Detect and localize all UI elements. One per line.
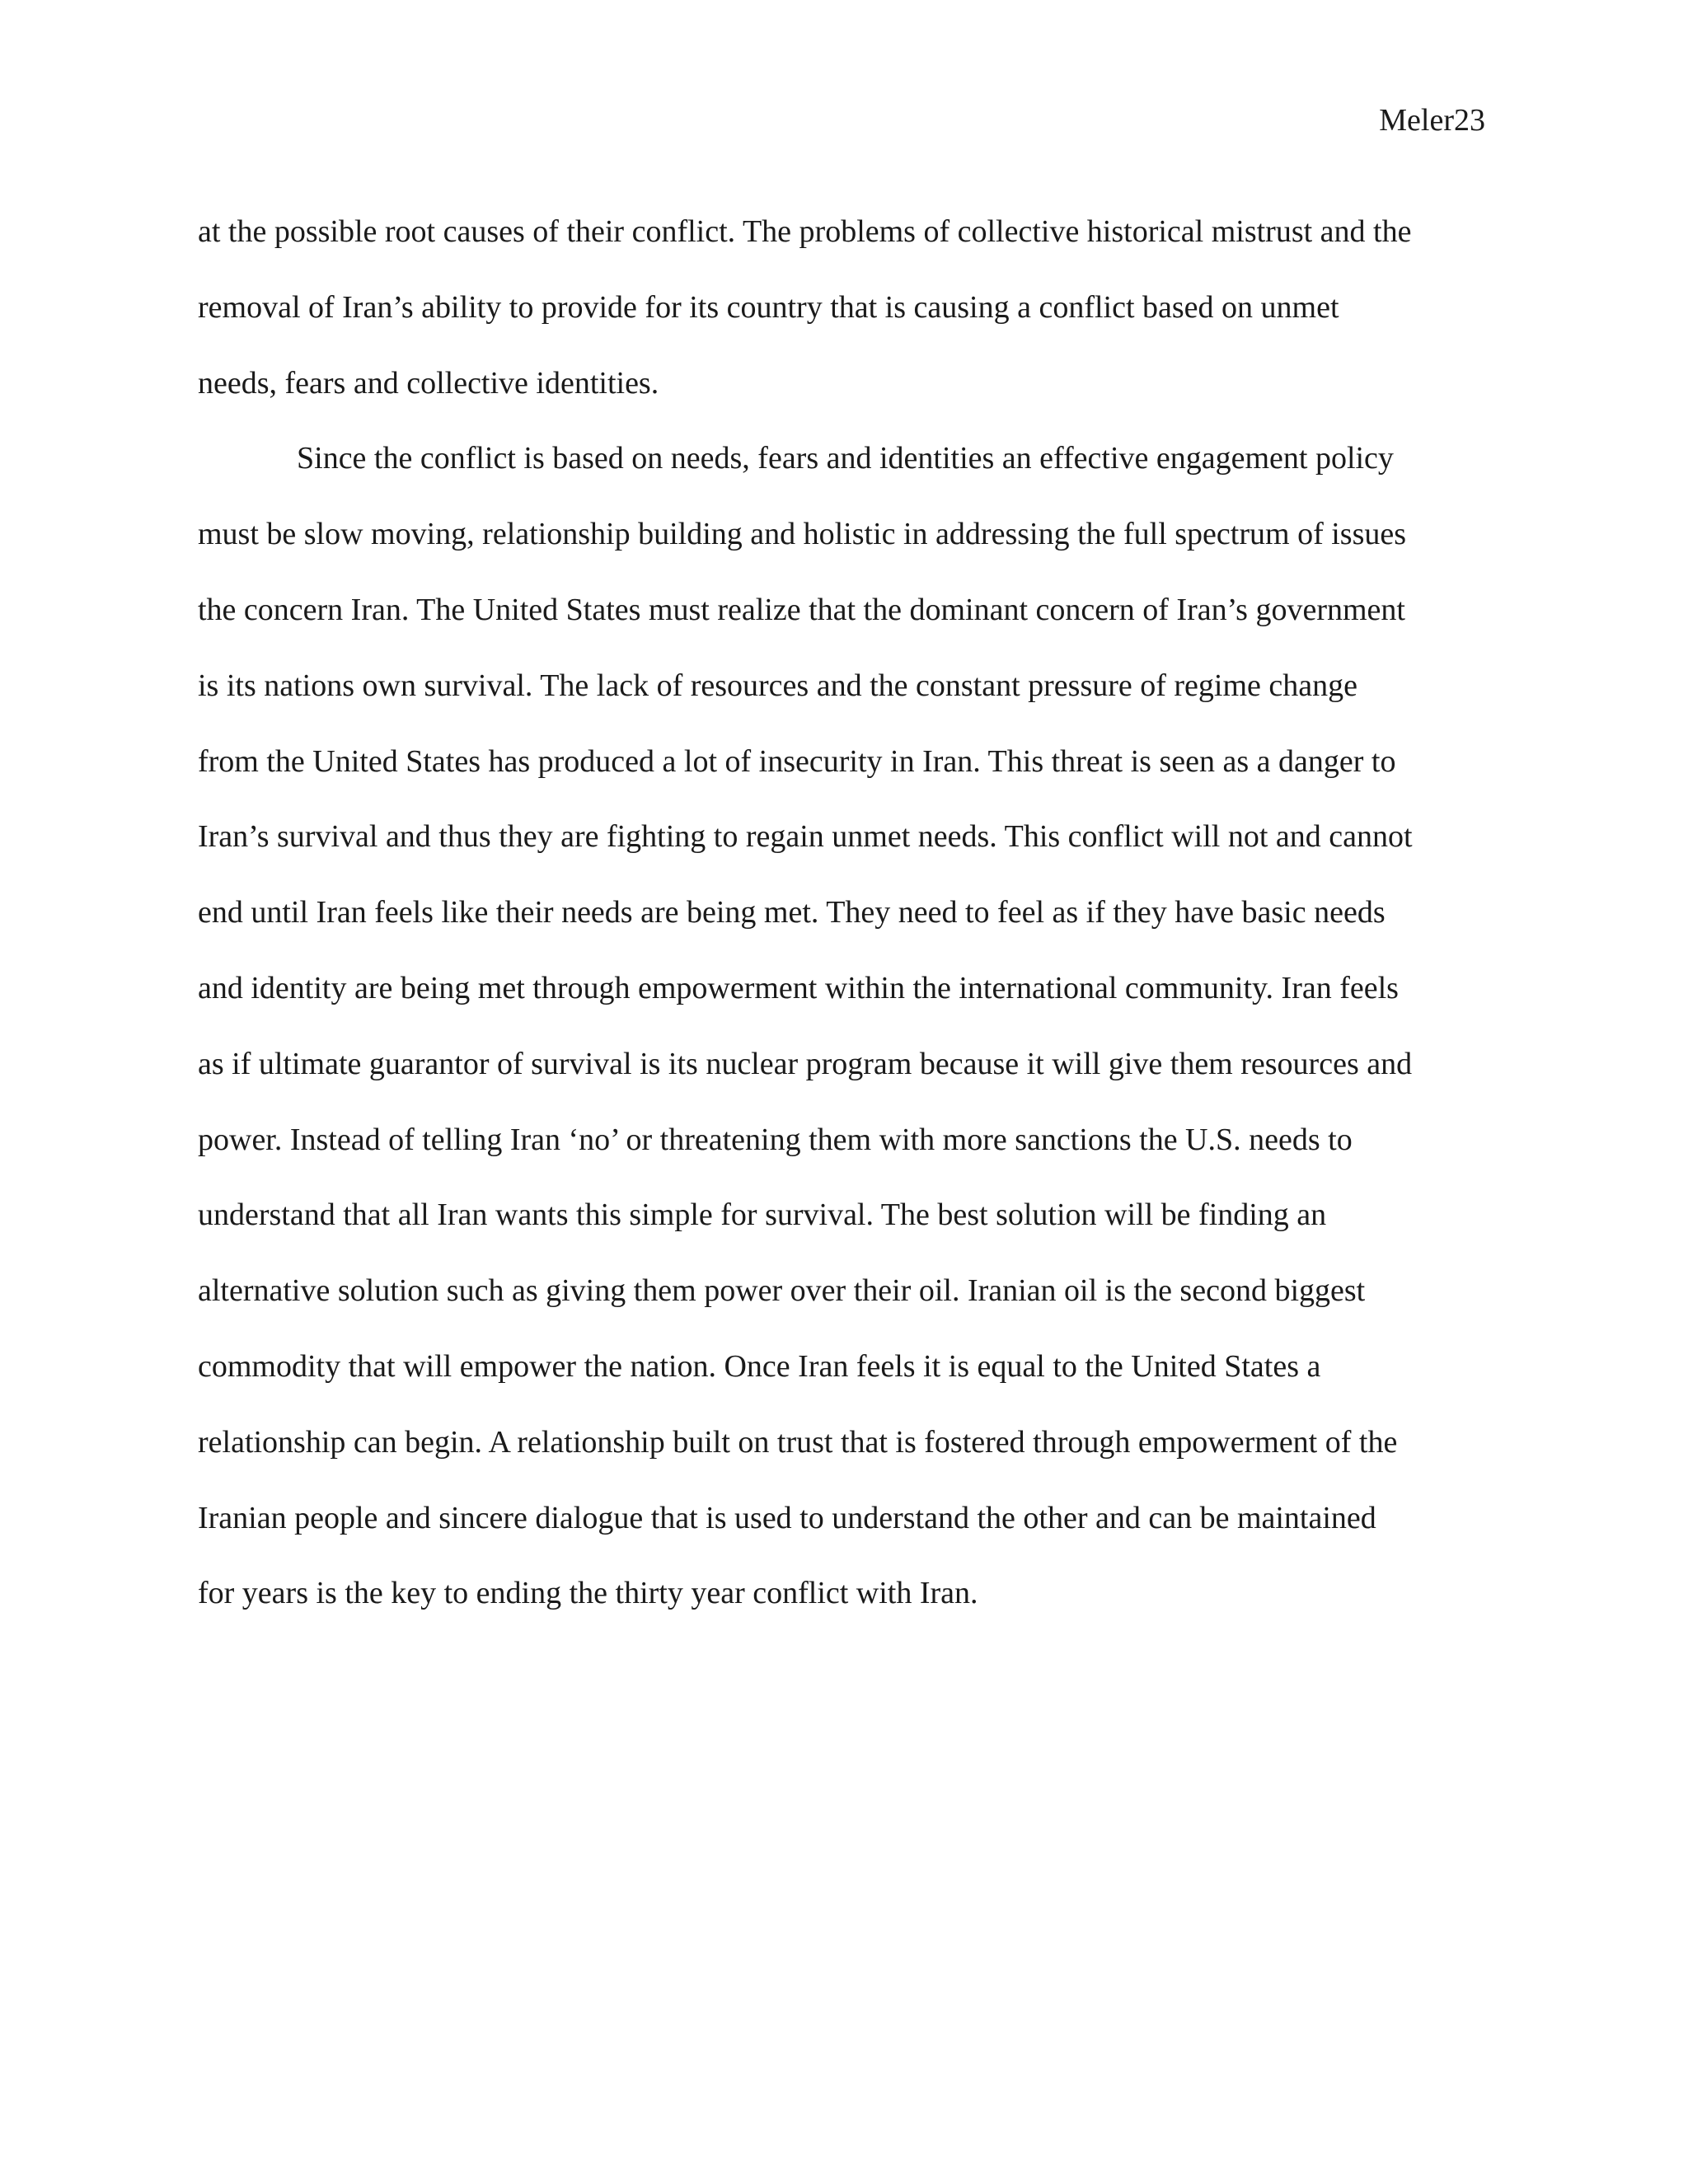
body-line: from the United States has produced a lot of insecurity in Iran. This threat is seen as a danger to xyxy=(198,743,1396,779)
body-line: removal of Iran’s ability to provide for its country that is causing a conflict based on unmet xyxy=(198,289,1339,325)
body-text xyxy=(198,194,1413,1632)
body-line: must be slow moving, relationship building and holistic in addressing the full spectrum of issues xyxy=(198,517,1407,552)
body-line: for years is the key to ending the thirty year conflict with Iran. xyxy=(198,1576,978,1611)
body-line: end until Iran feels like their needs are being met. They need to feel as if they have basic needs xyxy=(198,895,1386,930)
body-line: commodity that will empower the nation. Once Iran feels it is equal to the United States a xyxy=(198,1348,1321,1384)
body-line: relationship can begin. A relationship built on trust that is fostered through empowerment of the xyxy=(198,1424,1398,1460)
body-line: at the possible root causes of their conflict. The problems of collective historical mistrust and the xyxy=(198,214,1412,249)
page-header-running-head: Meler23 xyxy=(1379,103,1485,138)
body-line: understand that all Iran wants this simple for survival. The best solution will be finding an xyxy=(198,1197,1327,1233)
body-line: and identity are being met through empowerment within the international community. Iran feels xyxy=(198,970,1399,1005)
body-line: the concern Iran. The United States must realize that the dominant concern of Iran’s government xyxy=(198,592,1405,627)
paragraph-first-line: Since the conflict is based on needs, fears and identities an effective engagement policy xyxy=(297,441,1394,476)
body-line: Iranian people and sincere dialogue that is used to understand the other and can be maintained xyxy=(198,1500,1376,1535)
body-line: Iran’s survival and thus they are fighting to regain unmet needs. This conflict will not and cannot xyxy=(198,819,1413,855)
body-line: as if ultimate guarantor of survival is its nuclear program because it will give them resources and xyxy=(198,1046,1413,1081)
body-line: alternative solution such as giving them power over their oil. Iranian oil is the second biggest xyxy=(198,1273,1366,1309)
body-line: power. Instead of telling Iran ‘no’ or threatening them with more sanctions the U.S. needs to xyxy=(198,1122,1353,1157)
body-line: is its nations own survival. The lack of resources and the constant pressure of regime change xyxy=(198,668,1358,703)
body-line: needs, fears and collective identities. xyxy=(198,365,659,401)
